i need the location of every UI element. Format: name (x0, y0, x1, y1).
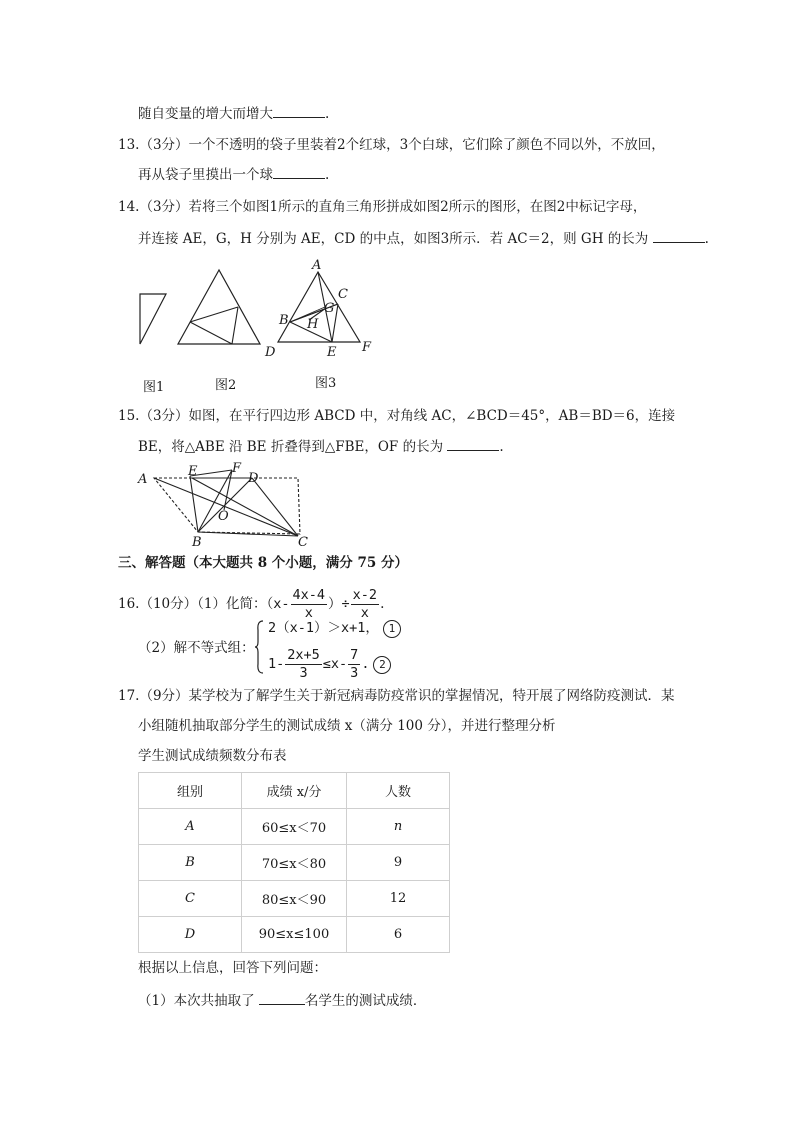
period: . (325, 167, 330, 183)
circled-number: 2 (373, 656, 391, 674)
cell: 60≤x＜70 (242, 809, 347, 845)
section-heading: 三、解答题（本大题共 8 个小题，满分 75 分） (118, 555, 408, 571)
fig2-triangle (178, 270, 260, 344)
denominator: 3 (299, 664, 308, 681)
answer-blank (273, 103, 325, 118)
table-row (139, 845, 450, 881)
q12-tail-text: 随自变量的增大而增大 (138, 106, 273, 122)
answer-blank (653, 228, 705, 243)
point-label: H (307, 317, 319, 332)
answer-blank (447, 436, 499, 451)
expr-part: 1- (268, 656, 285, 672)
fig3-triangle (278, 272, 360, 342)
fraction (291, 587, 328, 622)
numerator: x-2 (352, 587, 378, 603)
point-label: C (298, 535, 308, 548)
period: . (499, 439, 504, 455)
q14-line2 (138, 228, 709, 249)
period: . (380, 596, 385, 612)
period: . (704, 231, 709, 247)
cell: 70≤x＜80 (242, 845, 347, 881)
cell: 6 (347, 917, 450, 953)
numerator: 2x+5 (287, 646, 320, 663)
inequality-1-text: 2（x-1）＞x+1， (268, 620, 379, 636)
q16-part1-prefix: 16.（10分）（1）化简： (118, 596, 267, 612)
inequality-1 (268, 618, 401, 638)
point-label: A (312, 258, 322, 273)
point-label: D (248, 471, 259, 486)
q15-line1: 15.（3分）如图，在平行四边形 ABCD 中，对角线 AC，∠BCD＝45°，AB＝BD＝6，连接 (118, 408, 676, 424)
circled-number: 1 (383, 620, 401, 638)
q12-tail (138, 103, 329, 124)
answer-blank (259, 990, 305, 1005)
point-label: A (138, 472, 148, 487)
q14-figures (120, 252, 400, 392)
denominator: x (304, 605, 313, 621)
fraction (348, 647, 360, 682)
cell: B (139, 845, 242, 881)
table-row (139, 809, 450, 845)
point-label: D (265, 345, 276, 360)
cell: A (139, 809, 242, 845)
inequality-2 (268, 646, 391, 682)
q17-line2: 小组随机抽取部分学生的测试成绩 x（满分 100 分），并进行整理分析 (138, 718, 556, 734)
fraction (285, 647, 322, 682)
header-cell: 人数 (347, 773, 450, 809)
fig1-right-triangle (140, 294, 166, 344)
point-label: B (192, 535, 202, 548)
cell: 12 (347, 881, 450, 917)
point-label: E (188, 464, 198, 479)
point-label: B (279, 313, 289, 328)
q13-line2 (138, 164, 329, 185)
table-title: 学生测试成绩频数分布表 (138, 748, 287, 764)
q17-line1: 17.（9分）某学校为了解学生关于新冠病毒防疫常识的掌握情况，特开展了网络防疫测试．某 (118, 688, 675, 704)
q17-sub1 (138, 990, 426, 1011)
point-label: C (338, 287, 348, 302)
q15-line2-text: BE，将△ABE 沿 BE 折叠得到△FBE，OF 的长为 (138, 439, 444, 455)
q17-sub1-suffix: 名学生的测试成绩． (304, 993, 427, 1009)
q17-sub1-prefix: （1）本次共抽取了 (138, 993, 255, 1009)
header-cell: 成绩 x/分 (242, 773, 347, 809)
point-label: F (362, 340, 372, 355)
cell: D (139, 917, 242, 953)
period: . (361, 656, 370, 672)
period: . (325, 106, 330, 122)
point-label: F (232, 461, 242, 476)
denominator: x (360, 605, 369, 621)
expr-part: （x- (266, 596, 290, 612)
point-label: O (218, 509, 229, 524)
cell: C (139, 881, 242, 917)
header-cell: 组别 (139, 773, 242, 809)
point-label: E (327, 345, 337, 360)
cell: 80≤x＜90 (242, 881, 347, 917)
fig3-label: 图3 (315, 376, 337, 391)
table-row (139, 917, 450, 953)
after-table-text: 根据以上信息，回答下列问题： (138, 960, 327, 976)
cell: 9 (347, 845, 450, 881)
q16-part2-prefix: （2）解不等式组： (138, 640, 255, 656)
numerator: 7 (350, 646, 359, 663)
table-header-row (139, 773, 450, 809)
fig2-label: 图2 (215, 378, 237, 393)
cell: 90≤x≤100 (242, 917, 347, 953)
table-row (139, 881, 450, 917)
numerator: 4x-4 (292, 587, 326, 603)
cell: n (347, 809, 450, 845)
q13-line1: 13.（3分）一个不透明的袋子里装着2个红球，3个白球，它们除了颜色不同以外，不放回， (118, 137, 665, 153)
q15-line2 (138, 436, 504, 457)
q14-line1: 14.（3分）若将三个如图1所示的直角三角形拼成如图2所示的图形，在图2中标记字母， (118, 199, 647, 215)
point-label: G (324, 301, 335, 316)
q16-part1 (118, 586, 384, 622)
q15-parallelogram-figure (132, 458, 332, 548)
fig1-label: 图1 (143, 380, 165, 395)
q14-line2-text: 并连接 AE，G，H 分别为 AE，CD 的中点，如图3所示．若 AC＝2，则 GH 的长为 (138, 231, 649, 247)
system-brace (254, 620, 264, 674)
expr-part: ≤x- (322, 656, 348, 672)
denominator: 3 (350, 664, 359, 681)
expr-part: ）÷ (328, 596, 350, 612)
answer-blank (273, 164, 325, 179)
q13-line2-text: 再从袋子里摸出一个球 (138, 167, 273, 183)
fraction (351, 587, 379, 622)
frequency-table (138, 772, 450, 953)
